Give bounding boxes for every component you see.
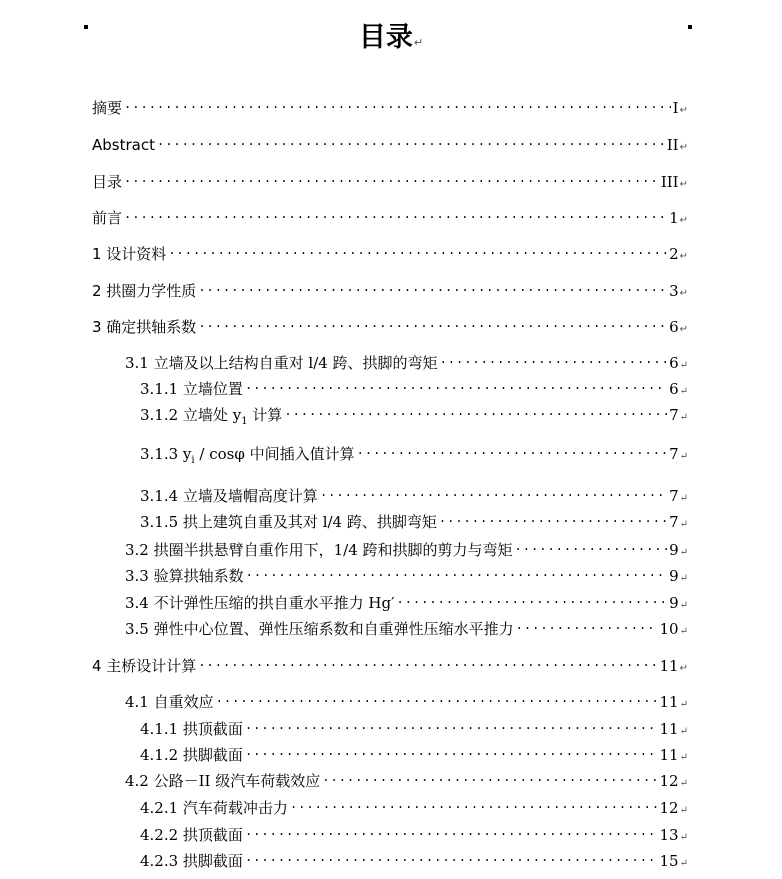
toc-leader-dots [216,687,658,707]
toc-entry-label: 4.1.2 拱脚截面 [140,746,243,764]
paragraph-mark: ↵ [679,386,688,397]
paragraph-mark: ↵ [679,412,688,423]
paragraph-mark: ↵ [679,805,688,816]
paragraph-mark: ↵ [679,752,688,763]
toc-entry[interactable] [140,374,688,402]
toc-entry-label: 目录 [92,173,123,191]
toc-entry[interactable] [140,740,688,768]
toc-entry[interactable] [125,588,688,616]
toc-page-number: I [672,99,679,117]
toc-entry-label: 3 确定拱轴系数 [92,318,197,336]
toc-entry[interactable] [92,167,688,195]
toc-entry[interactable] [92,130,688,158]
toc-entry-label: 4.2.2 拱顶截面 [140,826,243,844]
toc-entry[interactable] [140,793,688,821]
paragraph-mark: ↵ [679,832,688,843]
toc-leader-dots [124,203,667,223]
toc-entry-label-group [140,444,355,471]
toc-entry-label: 4.2.1 汽车荷载冲击力 [140,799,288,817]
toc-entry-subscript: 1 [241,416,248,427]
toc-page-number: 11 [659,746,679,764]
toc-leader-dots [246,561,667,581]
toc-leader-dots [198,651,657,671]
toc-entry[interactable] [125,766,688,794]
toc-leader-dots [322,766,657,786]
toc-leader-dots [516,614,658,634]
toc-entry[interactable] [92,651,688,679]
toc-leader-dots [440,348,668,368]
toc-page-number: 1 [669,209,679,227]
toc-leader-dots [290,793,658,813]
toc-entry-label: 4 主桥设计计算 [92,657,197,675]
paragraph-mark: ↵ [679,778,688,789]
toc-leader-dots [396,588,667,608]
toc-page-number: 11 [659,657,679,675]
paragraph-mark: ↵ [679,547,688,558]
toc-entry[interactable] [92,276,688,304]
paragraph-mark: ↵ [679,626,688,637]
paragraph-mark: ↵ [679,573,688,584]
toc-entry-label: 3.4 不计弹性压缩的拱自重水平推力 Hg′ [125,594,395,612]
toc-entry-label-group [140,405,282,432]
toc-entry[interactable] [140,714,688,742]
toc-page-number: 7 [669,445,679,463]
toc-entry[interactable] [92,239,688,267]
toc-entry-label: 3.1.3 y [140,445,192,463]
toc-leader-dots [124,167,659,187]
toc-leader-dots [157,130,665,150]
toc-entry-label: 3.1.4 立墙及墙帽高度计算 [140,487,318,505]
toc-leader-dots [439,507,667,527]
toc-page-number: 2 [669,245,679,263]
toc-entry-label: 3.1.5 拱上建筑自重及其对 l/4 跨、拱脚弯矩 [140,513,437,531]
toc-leader-dots [198,312,667,332]
toc-leader-dots [198,276,667,296]
toc-leader-dots [357,439,667,459]
paragraph-mark: ↵ [679,142,688,153]
page-title [0,18,782,63]
toc-entry[interactable] [140,400,688,432]
toc-entry-label: 3.3 验算拱轴系数 [125,567,244,585]
paragraph-mark: ↵ [679,288,688,299]
toc-entry[interactable] [140,846,688,874]
paragraph-mark: ↵ [679,324,688,335]
paragraph-mark: ↵ [679,726,688,737]
paragraph-mark: ↵ [679,215,688,226]
toc-entry-label: 3.1.1 立墙位置 [140,380,243,398]
paragraph-mark: ↵ [679,519,688,530]
toc-entry[interactable] [140,507,688,535]
toc-entry[interactable] [125,614,688,642]
toc-leader-dots [245,846,658,866]
toc-page-number: 11 [659,720,679,738]
toc-entry-label: 4.1 自重效应 [125,693,214,711]
toc-entry[interactable] [125,348,688,376]
toc-entry[interactable] [92,203,688,231]
toc-leader-dots [245,820,658,840]
paragraph-mark: ↵ [679,451,688,462]
toc-page-number: 11 [659,693,679,711]
toc-entry-label: Abstract [92,136,155,154]
toc-leader-dots [124,93,671,113]
toc-page-number: 13 [659,826,679,844]
toc-leader-dots [515,535,668,555]
paragraph-mark: ↵ [413,36,424,49]
title-text: 目录 [358,22,413,53]
paragraph-mark: ↵ [679,858,688,869]
toc-entry-label: 摘要 [92,99,123,117]
toc-leader-dots [245,740,658,760]
toc-entry-label: 4.2 公路－II 级汽车荷载效应 [125,772,321,790]
toc-page-number: 10 [659,620,679,638]
toc-entry-label: 4.2.3 拱脚截面 [140,852,243,870]
toc-entry[interactable] [125,535,688,563]
toc-page-number: 15 [659,852,679,870]
toc-entry-label-suffix: 计算 [247,406,283,424]
toc-entry[interactable] [92,312,688,340]
toc-entry-label: 2 拱圈力学性质 [92,282,197,300]
toc-page-number: 7 [669,406,679,424]
toc-page-number: III [660,173,679,191]
toc-entry-label: 3.1 立墙及以上结构自重对 l/4 跨、拱脚的弯矩 [125,354,438,372]
toc-leader-dots [245,374,667,394]
paragraph-mark: ↵ [679,179,688,190]
paragraph-mark: ↵ [679,663,688,674]
paragraph-mark: ↵ [679,699,688,710]
toc-entry-label: 3.5 弹性中心位置、弹性压缩系数和自重弹性压缩水平推力 [125,620,514,638]
toc-page-number: 12 [659,772,679,790]
toc-entry-label: 前言 [92,209,123,227]
paragraph-mark: ↵ [679,105,688,116]
paragraph-mark: ↵ [679,251,688,262]
toc-page-number: 6 [669,354,679,372]
toc-entry-label: 4.1.1 拱顶截面 [140,720,243,738]
toc-page-number: 9 [669,567,679,585]
toc-entry-subscript: i [191,455,195,466]
toc-page-number: 6 [669,380,679,398]
toc-entry[interactable] [140,481,688,509]
toc-entry[interactable] [140,439,688,471]
toc-entry-label-suffix: / cosφ 中间插入值计算 [194,445,355,463]
paragraph-mark: ↵ [679,493,688,504]
toc-page-number: 7 [669,513,679,531]
toc-page-number: 9 [669,594,679,612]
toc-entry-label: 3.2 拱圈半拱悬臂自重作用下，1/4 跨和拱脚的剪力与弯矩 [125,541,513,559]
toc-entry[interactable] [92,93,688,121]
toc-entry-label: 3.1.2 立墙处 y [140,406,242,424]
toc-leader-dots [320,481,667,501]
paragraph-mark: ↵ [679,600,688,611]
toc-page-number: 3 [669,282,679,300]
toc-page-number: II [666,136,679,154]
toc-entry[interactable] [125,561,688,589]
paragraph-mark: ↵ [679,360,688,371]
toc-page-number: 12 [659,799,679,817]
toc-entry[interactable] [140,820,688,848]
toc-leader-dots [245,714,658,734]
toc-entry-label: 1 设计资料 [92,245,167,263]
toc-page-number: 6 [669,318,679,336]
toc-page-number: 7 [669,487,679,505]
toc-leader-dots [284,400,667,420]
toc-leader-dots [168,239,667,259]
toc-page-number: 9 [669,541,679,559]
toc-entry[interactable] [125,687,688,715]
